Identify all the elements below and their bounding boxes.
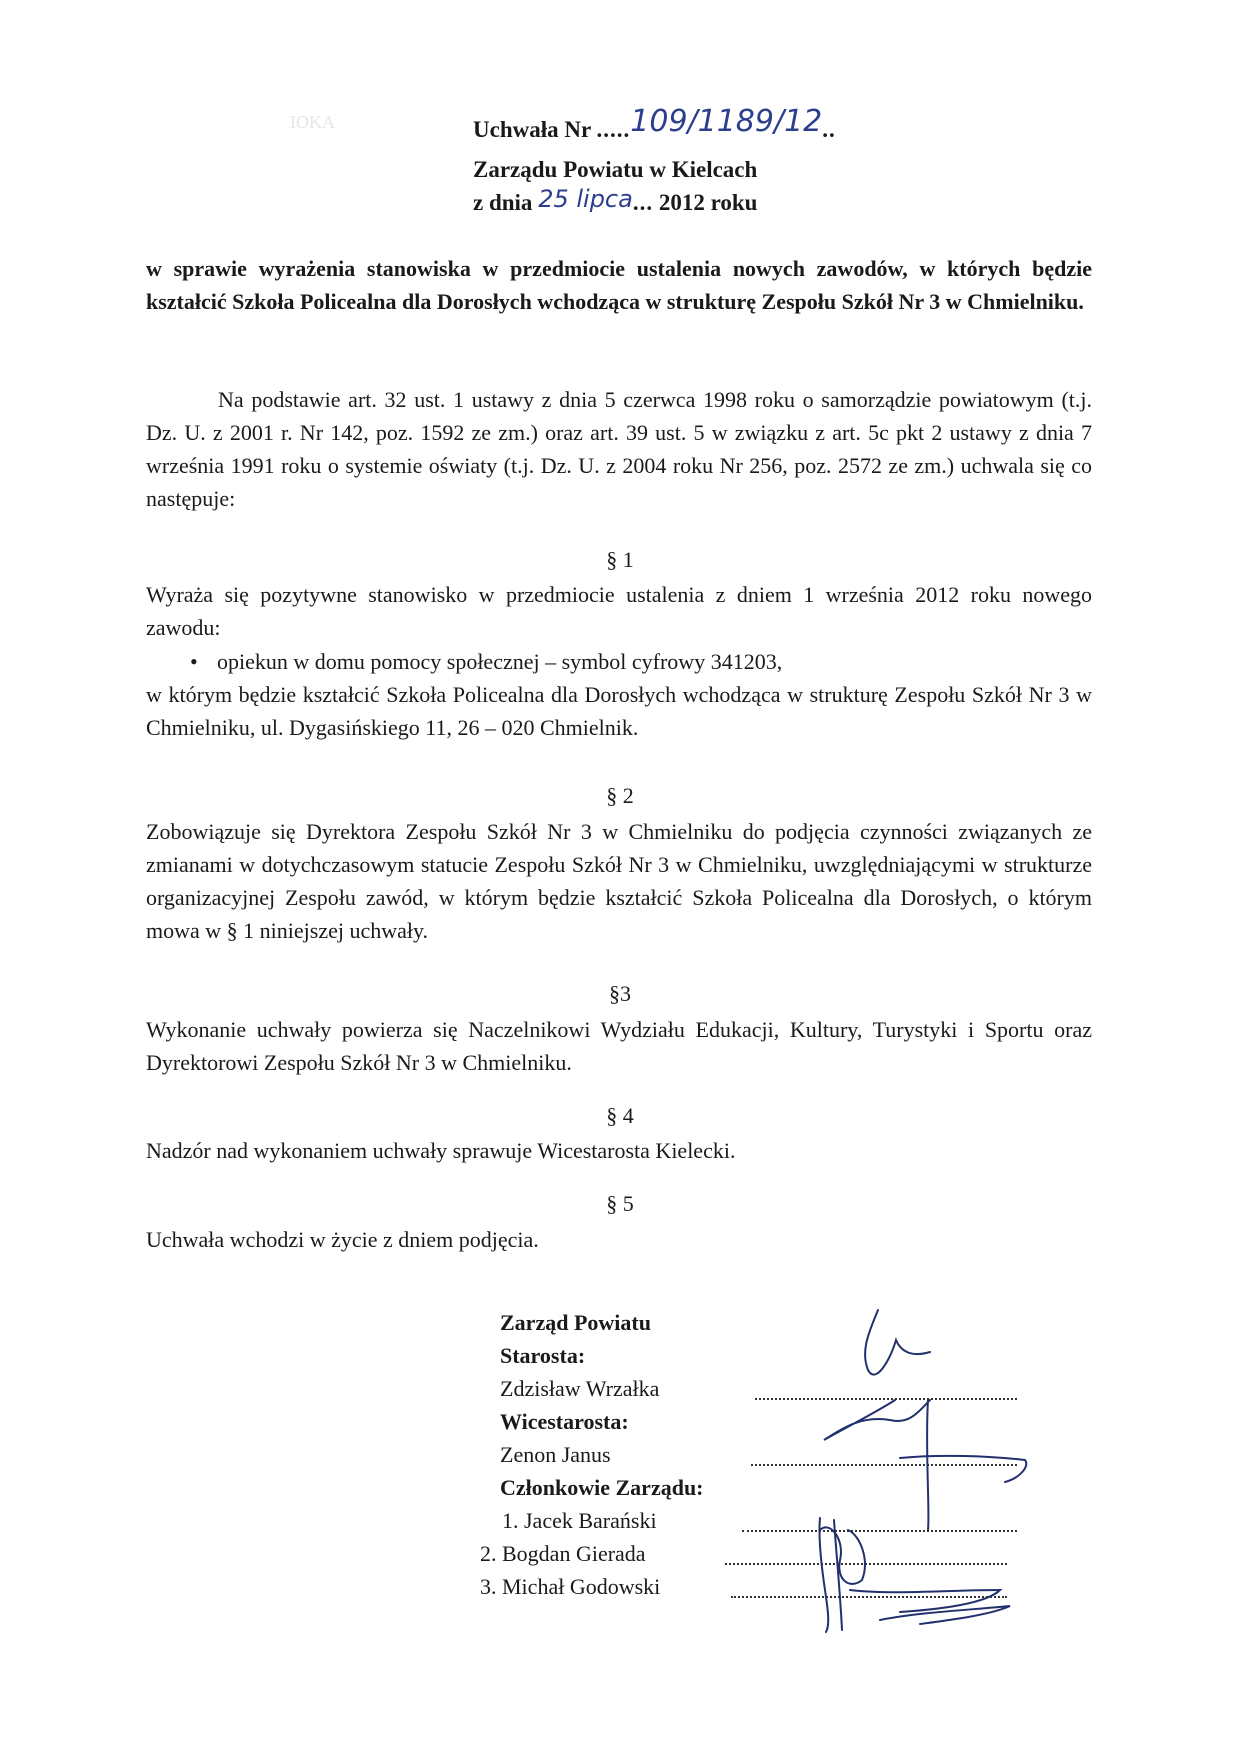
member-2: 2. Bogdan Gierada — [480, 1541, 646, 1566]
section-1-text: Wyraża się pozytywne stanowisko w przedmiocie ustalenia z dniem 1 września 2012 roku nowego zawodu: — [146, 582, 1092, 640]
board-title: Zarząd Powiatu — [500, 1310, 651, 1335]
wicestarosta-name: Zenon Janus — [500, 1442, 611, 1467]
resolution-number-line: Uchwała Nr .....109/1189/12.. — [473, 104, 836, 142]
bleed-through-mark: IOKA — [290, 112, 335, 132]
section-3-sign: §3 — [609, 981, 631, 1006]
issuing-body: Zarządu Powiatu w Kielcach — [473, 157, 758, 182]
member-1: 1. Jacek Barański — [502, 1508, 657, 1533]
member-3: 3. Michał Godowski — [480, 1574, 661, 1599]
section-5-sign: § 5 — [606, 1191, 634, 1216]
profession-bullet — [190, 645, 782, 678]
date-year: 2012 roku — [658, 190, 758, 215]
section-5-text: Uchwała wchodzi w życie z dniem podjęcia. — [146, 1227, 539, 1252]
section-1-sign: § 1 — [606, 547, 634, 572]
section-3-text: Wykonanie uchwały powierza się Naczelnikowi Wydziału Edukacji, Kultury, Turystyki i Sportu oraz Dyrektorowi Zespołu Szkół Nr 3 w Chmielniku. — [146, 1017, 1092, 1075]
signature-block — [480, 1306, 704, 1603]
members-label: Członkowie Zarządu: — [500, 1475, 704, 1500]
legal-basis-paragraph: Na podstawie art. 32 ust. 1 ustawy z dnia 5 czerwca 1998 roku o samorządzie powiatowym (t.j. Dz. U. z 2001 r. Nr 142, poz. 1592 ze zm.) oraz art. 39 ust. 5 w związku z art. 5c pkt 2 ustawy z dnia 7 września 1991 roku o systemie oświaty (t.j. Dz. U. z 2004 roku Nr 256, poz. 2572 ze zm.) uchwala się co następuje: — [146, 387, 1092, 511]
bullet-icon: • — [190, 649, 198, 674]
handwritten-resolution-number: 109/1189/12 — [630, 104, 823, 139]
section-1-continuation: w którym będzie kształcić Szkoła Policealna dla Dorosłych wchodząca w strukturę Zespołu Szkół Nr 3 w Chmielniku, ul. Dygasińskiego 11, 26 – 020 Chmielnik. — [146, 682, 1092, 740]
profession-text: opiekun w domu pomocy społecznej – symbol cyfrowy 341203, — [217, 649, 783, 674]
resolution-date-line: z dnia 25 lipca... 2012 roku — [473, 185, 758, 215]
resolution-number-label: Uchwała Nr — [473, 117, 591, 142]
section-2-sign: § 2 — [606, 783, 634, 808]
section-2-text: Zobowiązuje się Dyrektora Zespołu Szkół Nr 3 w Chmielniku do podjęcia czynności związanych ze zmianami w dotychczasowym statucie Zespołu Szkół Nr 3 w Chmielniku, uwzględniającymi w strukturze organizacyjnej Zespołu zawód, w którym będzie kształcić Szkoła Policealna dla Dorosłych, o którym mowa w § 1 niniejszej uchwały. — [146, 819, 1092, 943]
starosta-name: Zdzisław Wrzałka — [500, 1376, 660, 1401]
wicestarosta-label: Wicestarosta: — [500, 1409, 629, 1434]
resolution-subject: w sprawie wyrażenia stanowiska w przedmiocie ustalenia nowych zawodów, w których będzie kształcić Szkoła Policealna dla Dorosłych wchodząca w strukturę Zespołu Szkół Nr 3 w Chmielniku. — [146, 256, 1092, 314]
date-prefix: z dnia — [473, 190, 533, 215]
handwritten-signatures — [800, 1290, 1060, 1640]
section-4-sign: § 4 — [606, 1103, 634, 1128]
handwritten-date: 25 lipca — [538, 185, 633, 213]
starosta-label: Starosta: — [500, 1343, 586, 1368]
section-4-text: Nadzór nad wykonaniem uchwały sprawuje Wicestarosta Kielecki. — [146, 1138, 736, 1163]
